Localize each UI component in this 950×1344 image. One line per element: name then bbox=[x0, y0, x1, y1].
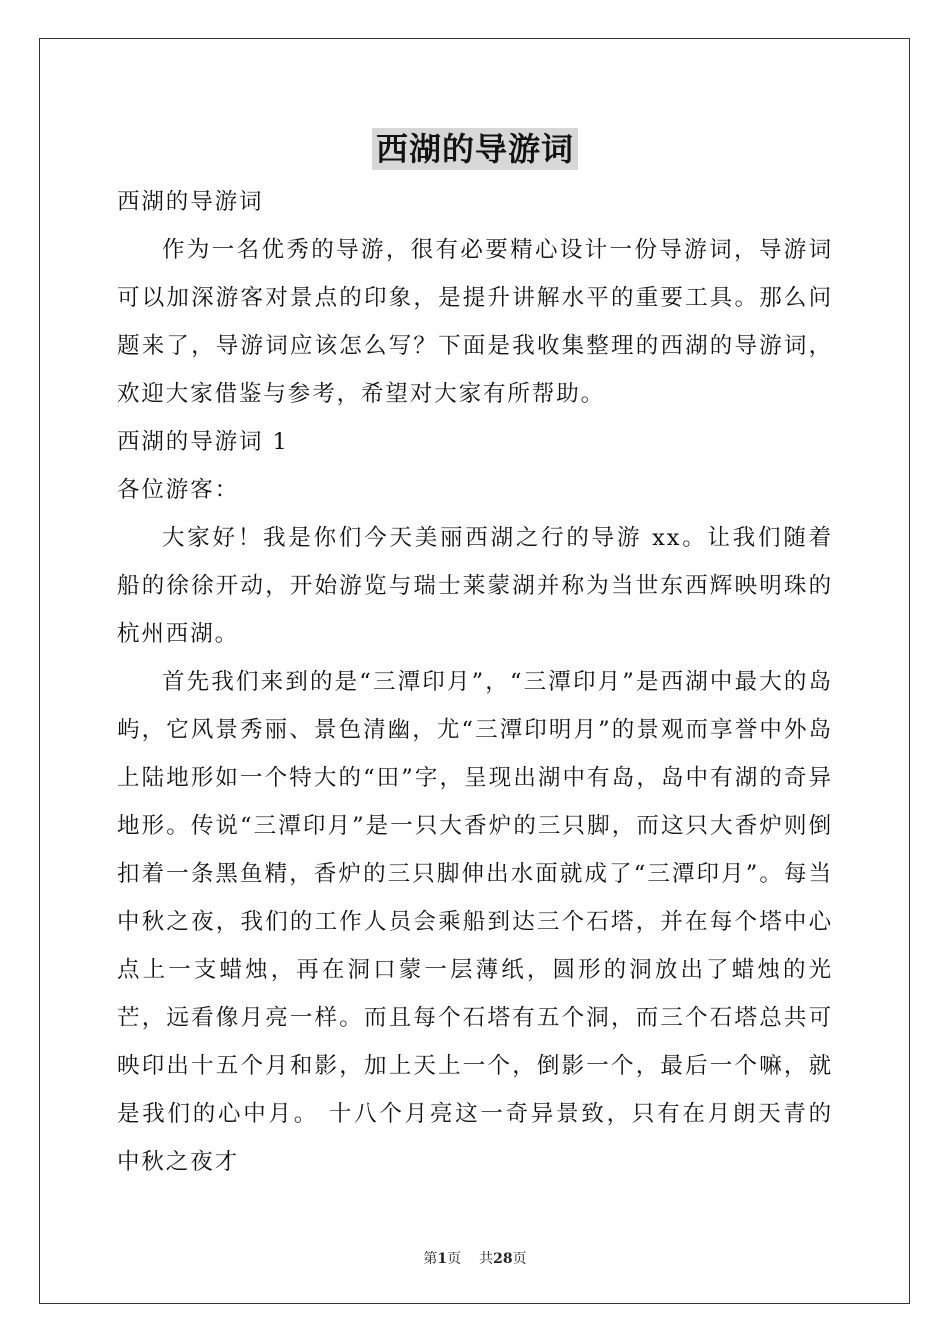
footer-total-prefix: 共 bbox=[479, 1251, 494, 1267]
paragraph-intro: 作为一名优秀的导游，很有必要精心设计一份导游词，导游词可以加深游客对景点的印象，是提升讲解水平的重要工具。那么问题来了，导游词应该怎么写？下面是我收集整理的西湖的导游词，欢迎大家借鉴与参考，希望对大家有所帮助。 bbox=[117, 237, 833, 407]
footer-current-page: 1 bbox=[437, 1251, 448, 1267]
document-title: 西湖的导游词 bbox=[372, 128, 578, 170]
paragraph-welcome: 大家好！我是你们今天美丽西湖之行的导游 xx。让我们随着船的徐徐开动，开始游览与瑞士莱蒙湖并称为当世东西辉映明珠的杭州西湖。 bbox=[117, 525, 833, 647]
paragraph-greeting: 各位游客： bbox=[117, 477, 240, 503]
paragraph-santan-yinyue: 首先我们来到的是“三潭印月”，“三潭印月”是西湖中最大的岛屿，它风景秀丽、景色清幽，尤“三潭印明月”的景观而享誉中外岛上陆地形如一个特大的“田”字，呈现出湖中有岛，岛中有湖的奇异地形。传说“三潭印月”是一只大香炉的三只脚，而这只大香炉则倒扣着一条黑鱼精，香炉的三只脚伸出水面就成了“三潭印月”。每当中秋之夜，我们的工作人员会乘船到达三个石塔，并在每个塔中心点上一支蜡烛，再在洞口蒙一层薄纸，圆形的洞放出了蜡烛的光芒，远看像月亮一样。而且每个石塔有五个洞，而三个石塔总共可映印出十五个月和影，加上天上一个，倒影一个，最后一个嘛，就是我们的心中月。 十八个月亮这一奇异景致，只有在月朗天青的中秋之夜才 bbox=[117, 669, 833, 1175]
paragraph-section-heading: 西湖的导游词 1 bbox=[117, 429, 289, 455]
page-footer bbox=[0, 1248, 950, 1268]
footer-total-pages: 28 bbox=[493, 1251, 513, 1267]
footer-page-prefix: 第 bbox=[423, 1251, 438, 1267]
title-container bbox=[0, 128, 950, 170]
footer-page-suffix: 页 bbox=[447, 1251, 462, 1267]
document-body bbox=[117, 178, 833, 1186]
paragraph-subtitle: 西湖的导游词 bbox=[117, 189, 264, 215]
footer-total-suffix: 页 bbox=[512, 1251, 527, 1267]
